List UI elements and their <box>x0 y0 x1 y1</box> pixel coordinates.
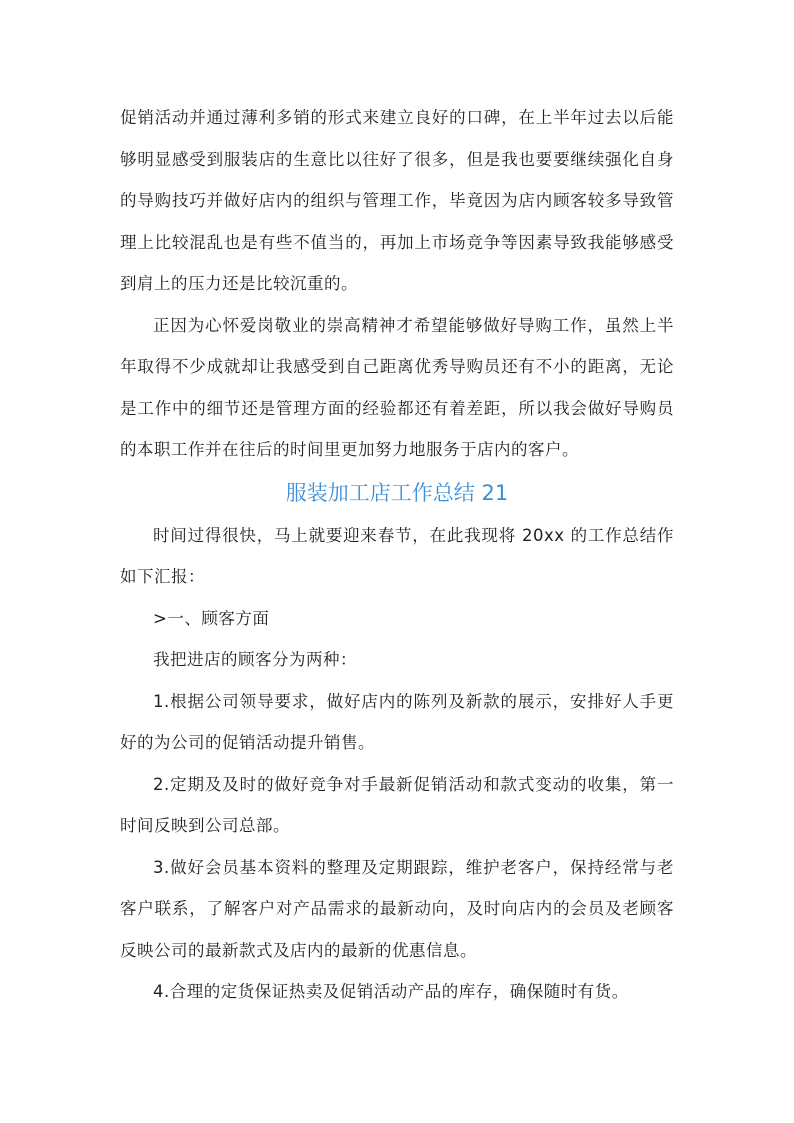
list-item: 3.做好会员基本资料的整理及定期跟踪，维护老客户，保持经常与老客户联系，了解客户对产品需求的最新动向，及时向店内的会员及老顾客反映公司的最新款式及店内的最新的优惠信息。 <box>120 857 674 960</box>
subsection-heading: >一、顾客方面 <box>153 608 270 628</box>
list-item: 2.定期及及时的做好竞争对手最新促销活动和款式变动的收集，第一时间反映到公司总部。 <box>120 774 674 835</box>
paragraph: 时间过得很快，马上就要迎来春节，在此我现将 20xx 的工作总结作如下汇报： <box>120 525 674 586</box>
list-item: 4.合理的定货保证热卖及促销活动产品的库存，确保随时有货。 <box>153 982 629 1001</box>
document-page <box>120 97 674 1013</box>
paragraph-continuation: 促销活动并通过薄利多销的形式来建立良好的口碑，在上半年过去以后能够明显感受到服装店的生意比以往好了很多，但是我也要要继续强化自身的导购技巧并做好店内的组织与管理工作，毕竟因为店内顾客较多导致管理上比较混乱也是有些不值当的，再加上市场竞争等因素导致我能够感受到肩上的压力还是比较沉重的。 <box>120 108 674 293</box>
paragraph: 正因为心怀爱岗敬业的崇高精神才希望能够做好导购工作，虽然上半年取得不少成就却让我感受到自己距离优秀导购员还有不小的距离，无论是工作中的细节还是管理方面的经验都还有着差距，所以我会做好导购员的本职工作并在往后的时间里更加努力地服务于店内的客户。 <box>120 315 674 459</box>
paragraph: 我把进店的顾客分为两种： <box>153 650 357 669</box>
list-item: 1.根据公司领导要求，做好店内的陈列及新款的展示，安排好人手更好的为公司的促销活动提升销售。 <box>120 691 674 752</box>
section-heading: 服装加工店工作总结 21 <box>285 480 509 505</box>
